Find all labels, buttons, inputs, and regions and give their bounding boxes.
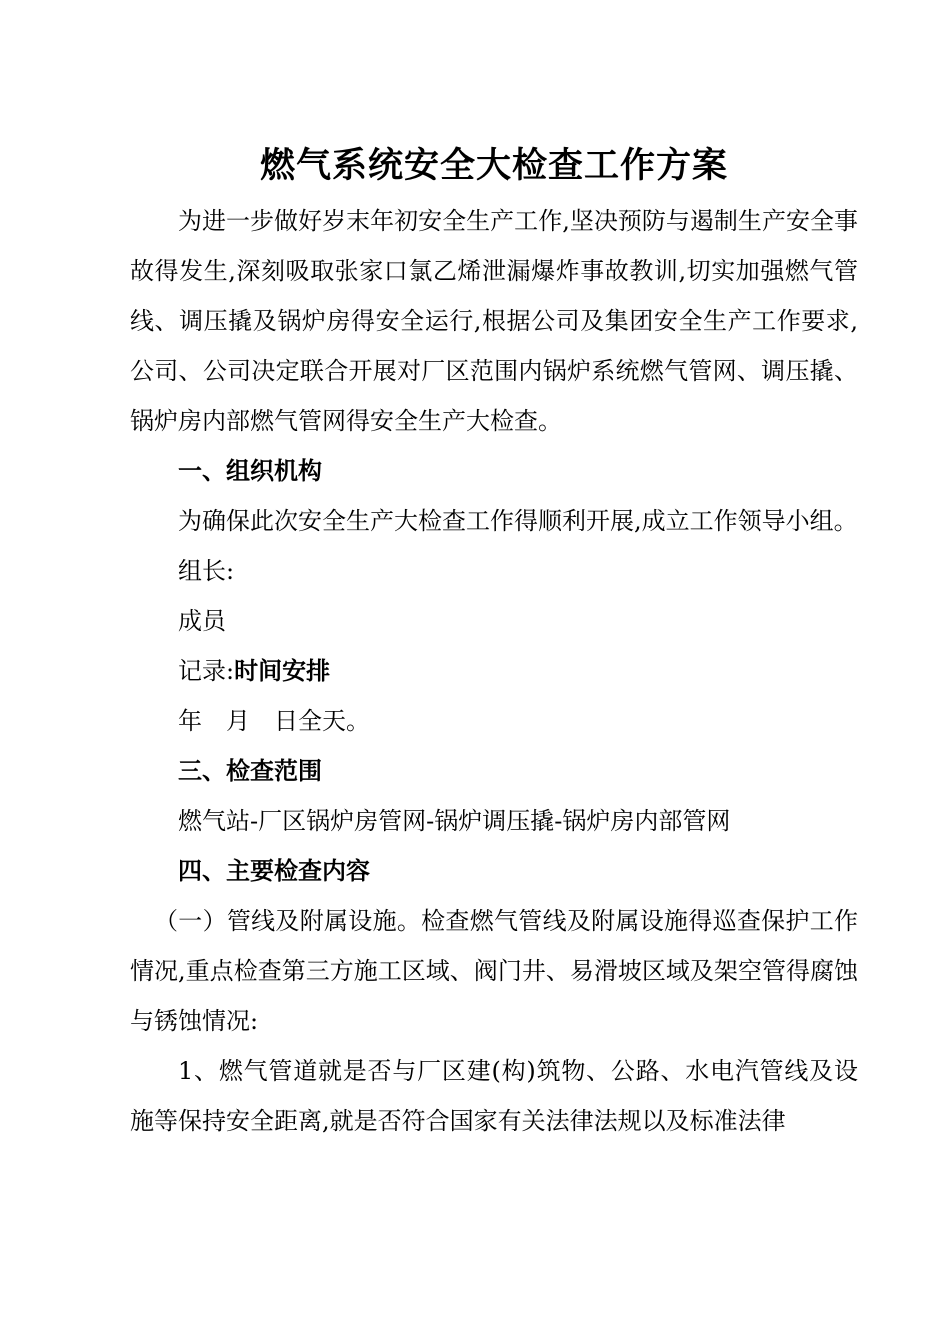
document-page bbox=[130, 138, 858, 1146]
leader-label: 组长: bbox=[178, 557, 235, 585]
organization-paragraph: 为确保此次安全生产大检查工作得顺利开展,成立工作领导小组。 bbox=[178, 507, 858, 535]
scope-text: 燃气站-厂区锅炉房管网-锅炉调压撬-锅炉房内部管网 bbox=[178, 807, 731, 835]
document-title: 燃气系统安全大检查工作方案 bbox=[259, 145, 728, 186]
item-1-paragraph: （一）管线及附属设施。检查燃气管线及附属设施得巡查保护工作情况,重点检查第三方施工区域、阀门井、易滑坡区域及架空管得腐蚀与锈蚀情况: bbox=[130, 907, 858, 1035]
recorder-label: 记录: bbox=[178, 657, 235, 685]
item-1-1-paragraph: 1、燃气管道就是否与厂区建(构)筑物、公路、水电汽管线及设施等保持安全距离,就是否符合国家有关法律法规以及标准法律 bbox=[130, 1057, 858, 1135]
section-heading-content: 四、主要检查内容 bbox=[178, 856, 370, 885]
intro-paragraph: 为进一步做好岁末年初安全生产工作,坚决预防与遏制生产安全事故得发生,深刻吸取张家口氯乙烯泄漏爆炸事故教训,切实加强燃气管线、调压撬及锅炉房得安全运行,根据公司及集团安全生产工作要求,公司、公司决定联合开展对厂区范围内锅炉系统燃气管网、调压撬、锅炉房内部燃气管网得安全生产大检查。 bbox=[130, 207, 858, 435]
section-heading-scope: 三、检查范围 bbox=[178, 756, 322, 785]
section-heading-schedule: 时间安排 bbox=[234, 656, 331, 685]
schedule-text: 年 月 日全天。 bbox=[178, 707, 370, 735]
section-heading-organization: 一、组织机构 bbox=[178, 456, 322, 485]
recorder-line bbox=[130, 646, 858, 696]
members-label: 成员 bbox=[178, 607, 226, 635]
